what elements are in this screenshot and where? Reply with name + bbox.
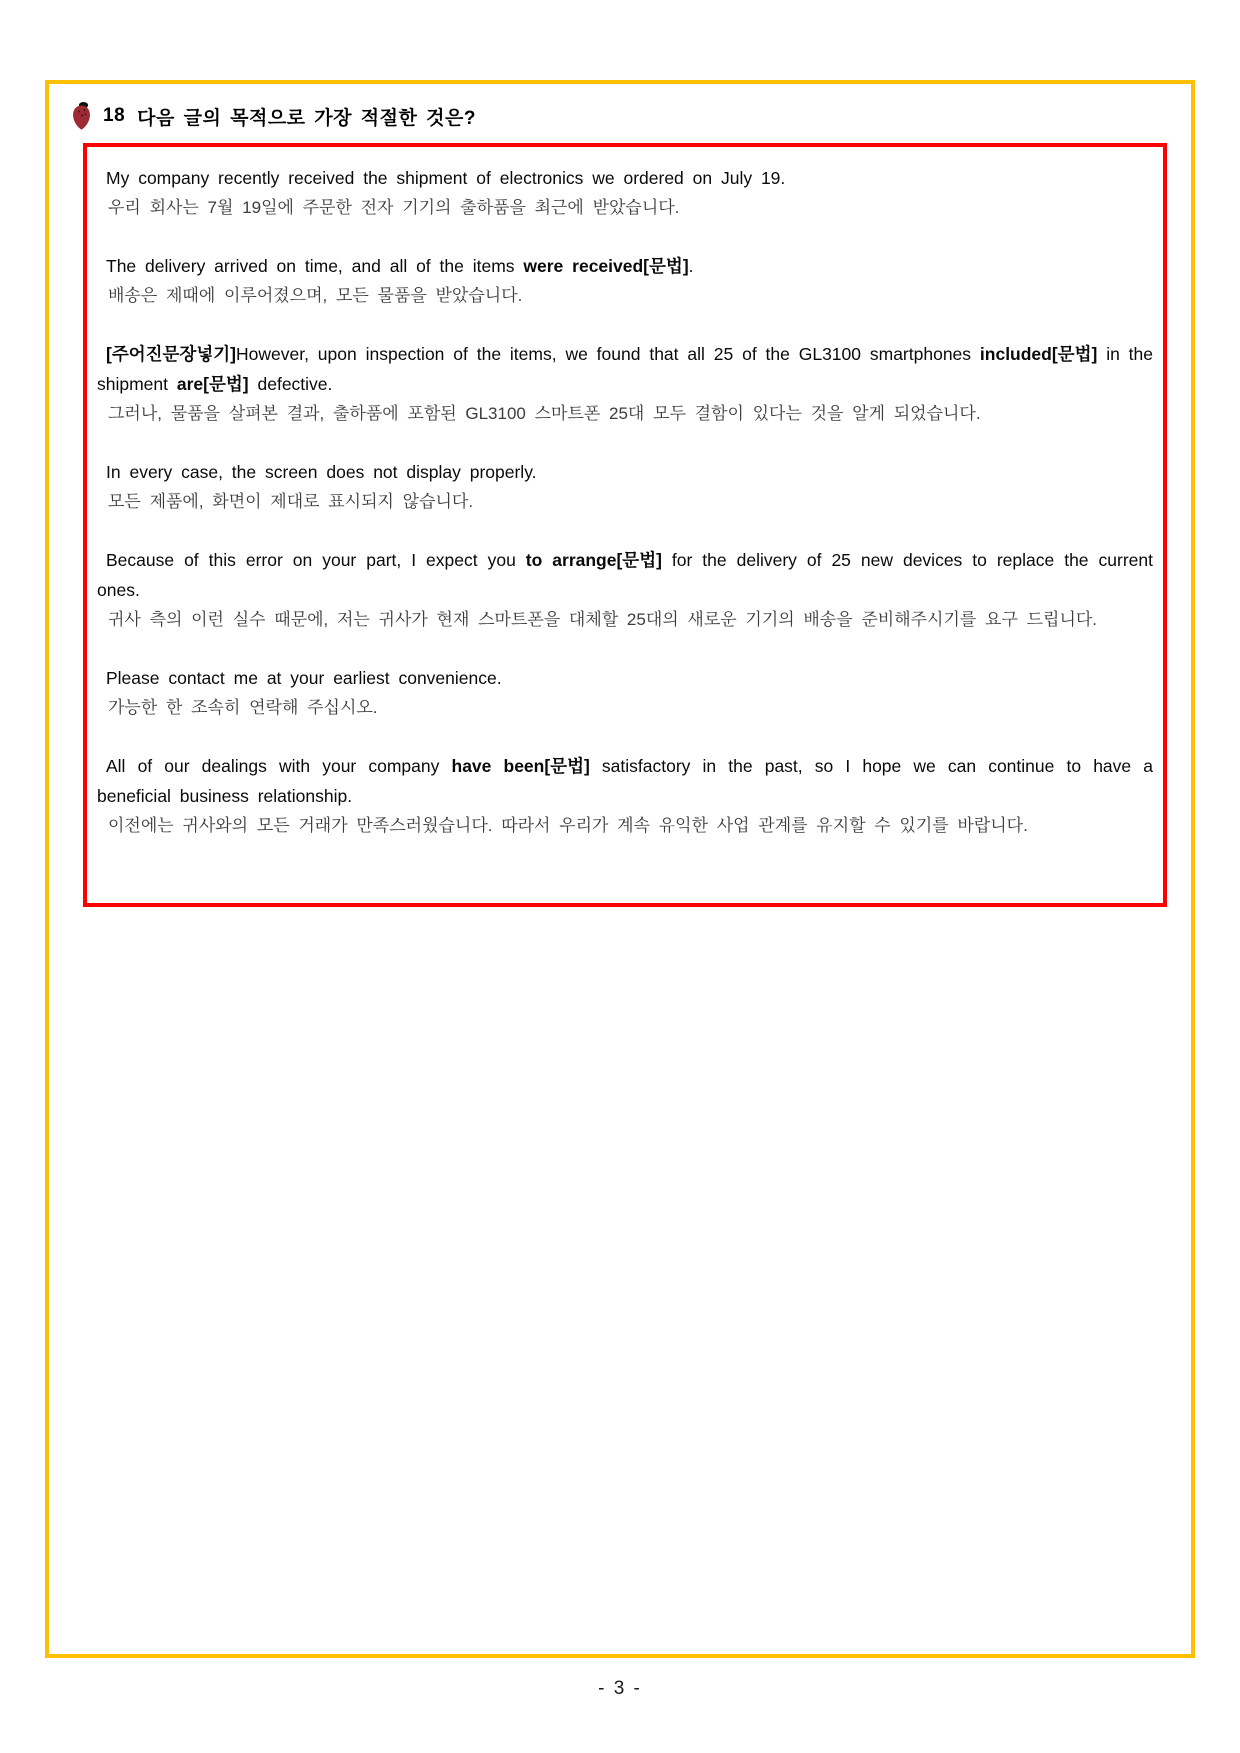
passage-paragraph — [97, 457, 1153, 517]
sentence-text: . — [688, 256, 694, 276]
english-sentence — [97, 163, 1153, 193]
sentence-text: The delivery arrived on time, and all of the items — [106, 256, 524, 276]
page-number: - 3 - — [598, 1678, 642, 1699]
english-sentence — [97, 545, 1153, 605]
sentence-text: Because of this error on your part, I expect you — [106, 550, 526, 570]
sentence-text: All of our dealings with your company — [106, 756, 452, 776]
question-header — [70, 101, 476, 131]
passage-paragraph — [97, 163, 1153, 223]
sentence-text: Please contact me at your earliest convenience. — [106, 668, 502, 688]
question-number: 18 — [103, 105, 126, 126]
passage-paragraph — [97, 339, 1153, 429]
passage-paragraph — [97, 751, 1153, 841]
korean-translation: 그러나, 물품을 살펴본 결과, 출하품에 포함된 GL3100 스마트폰 25대 모두 결함이 있다는 것을 알게 되었습니다. — [108, 404, 981, 423]
grammar-highlight: were received[문법] — [523, 256, 689, 276]
english-sentence — [97, 339, 1153, 399]
passage-paragraph — [97, 545, 1153, 635]
sentence-text: defective. — [248, 374, 333, 394]
sentence-text: for the delivery of 25 new devices to replace the current ones. — [97, 550, 1153, 600]
sentence-text: satisfactory in the past, so I hope we can continue to have a beneficial business relationship. — [97, 756, 1153, 806]
english-sentence — [97, 663, 1153, 693]
english-sentence — [97, 751, 1153, 811]
grammar-highlight: included[문법] — [979, 344, 1098, 364]
grammar-highlight: [주어진문장넣기] — [106, 344, 236, 364]
question-text: 다음 글의 목적으로 가장 적절한 것은? — [137, 107, 476, 129]
sentence-text: In every case, the screen does not display properly. — [106, 462, 537, 482]
korean-translation: 귀사 측의 이런 실수 때문에, 저는 귀사가 현재 스마트폰을 대체할 25대의 새로운 기기의 배송을 준비해주시기를 요구 드립니다. — [108, 610, 1098, 629]
passage-paragraph — [97, 251, 1153, 311]
passage-box — [83, 143, 1167, 907]
grammar-highlight: have been[문법] — [451, 756, 590, 776]
korean-translation: 배송은 제때에 이루어졌으며, 모든 물품을 받았습니다. — [108, 286, 523, 305]
sentence-text: in the shipment — [97, 344, 1154, 394]
strawberry-icon — [70, 101, 93, 131]
sentence-text: My company recently received the shipment of electronics we ordered on July 19. — [106, 168, 786, 188]
grammar-highlight: to arrange[문법] — [525, 550, 662, 570]
sentence-text: However, upon inspection of the items, we found that all 25 of the GL3100 smartphones — [236, 344, 980, 364]
grammar-highlight: are[문법] — [176, 374, 249, 394]
english-sentence — [97, 457, 1153, 487]
korean-translation: 이전에는 귀사와의 모든 거래가 만족스러웠습니다. 따라서 우리가 계속 유익한 사업 관계를 유지할 수 있기를 바랍니다. — [108, 816, 1028, 835]
english-sentence — [97, 251, 1153, 281]
korean-translation: 가능한 한 조속히 연락해 주십시오. — [108, 698, 378, 717]
korean-translation: 모든 제품에, 화면이 제대로 표시되지 않습니다. — [108, 492, 474, 511]
korean-translation: 우리 회사는 7월 19일에 주문한 전자 기기의 출하품을 최근에 받았습니다. — [108, 198, 680, 217]
passage-paragraph — [97, 663, 1153, 723]
